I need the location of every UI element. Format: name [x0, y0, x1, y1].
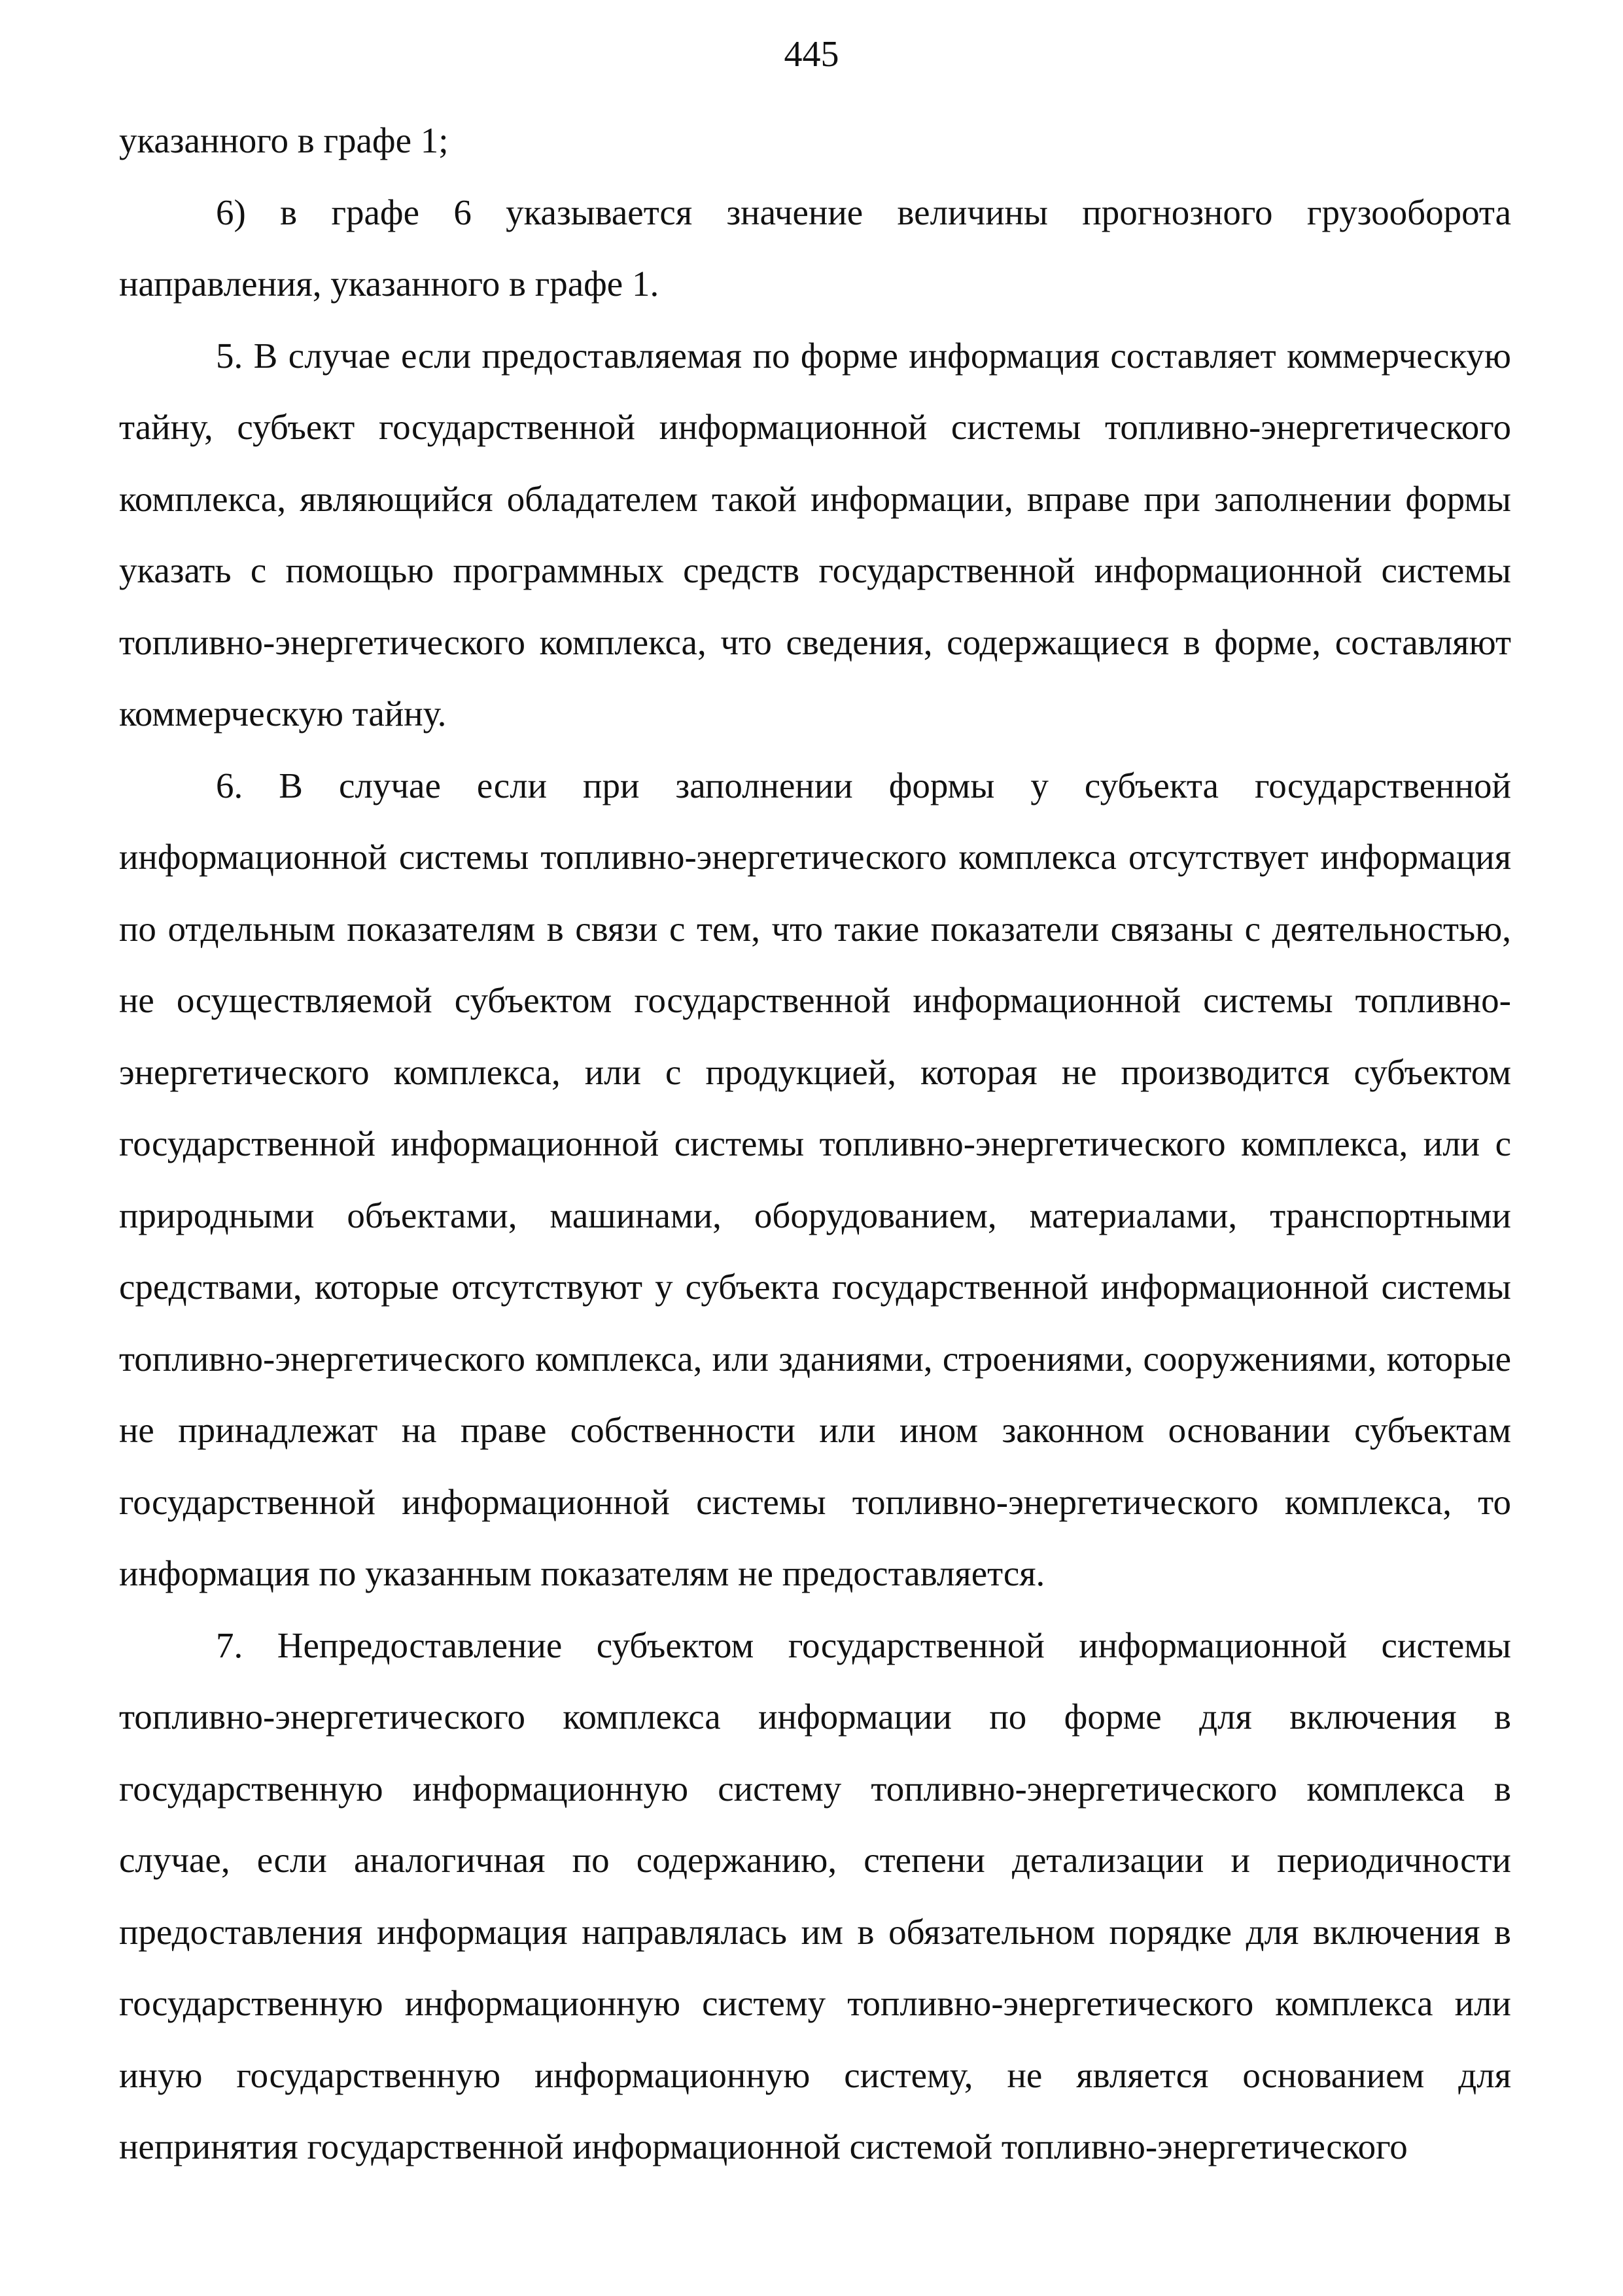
paragraph-clause-6: 6. В случае если при заполнении формы у субъекта государственной информационной системы топливно-энергетического комплекса отсутствует информация по отдельным показателям в связи с тем, что такие показатели связаны с деятельностью, не осуществляемой субъектом государственной информационной системы топливно-энергетического комплекса, или с продукцией, которая не производится субъектом государственной информационной системы топливно-энергетического комплекса, или с природными объектами, машинами, оборудованием, материалами, транспортными средствами, которые отсутствуют у субъекта государственной информационной системы топливно-энергетического комплекса, или зданиями, строениями, сооружениями, которые не принадлежат на праве собственности или ином законном основании субъектам государственной информационной системы топливно-энергетического комплекса, то информация по указанным показателям не предоставляется.: [119, 765, 1511, 1593]
page-number: 445: [784, 34, 839, 75]
paragraph-continuation: указанного в графе 1;: [119, 120, 449, 160]
paragraph-clause-7: 7. Непредоставление субъектом государственной информационной системы топливно-энергетического комплекса информации по форме для включения в государственную информационную систему топливно-энергетического комплекса в случае, если аналогичная по содержанию, степени детализации и периодичности предоставления информация направлялась им в обязательном порядке для включения в государственную информационную систему топливно-энергетического комплекса или иную государственную информационную систему, не является основанием для непринятия государственной информационной системой топливно-энергетического: [119, 1625, 1511, 2166]
paragraph-clause-5: 5. В случае если предоставляемая по форме информация составляет коммерческую тайну, субъект государственной информационной системы топливно-энергетического комплекса, являющийся обладателем такой информации, вправе при заполнении формы указать с помощью программных средств государственной информационной системы топливно-энергетического комплекса, что сведения, содержащиеся в форме, составляют коммерческую тайну.: [119, 335, 1511, 733]
paragraph-item-6-column: 6) в графе 6 указывается значение величины прогнозного грузооборота направления, указанного в графе 1.: [119, 192, 1511, 304]
document-body: [119, 105, 1511, 2183]
